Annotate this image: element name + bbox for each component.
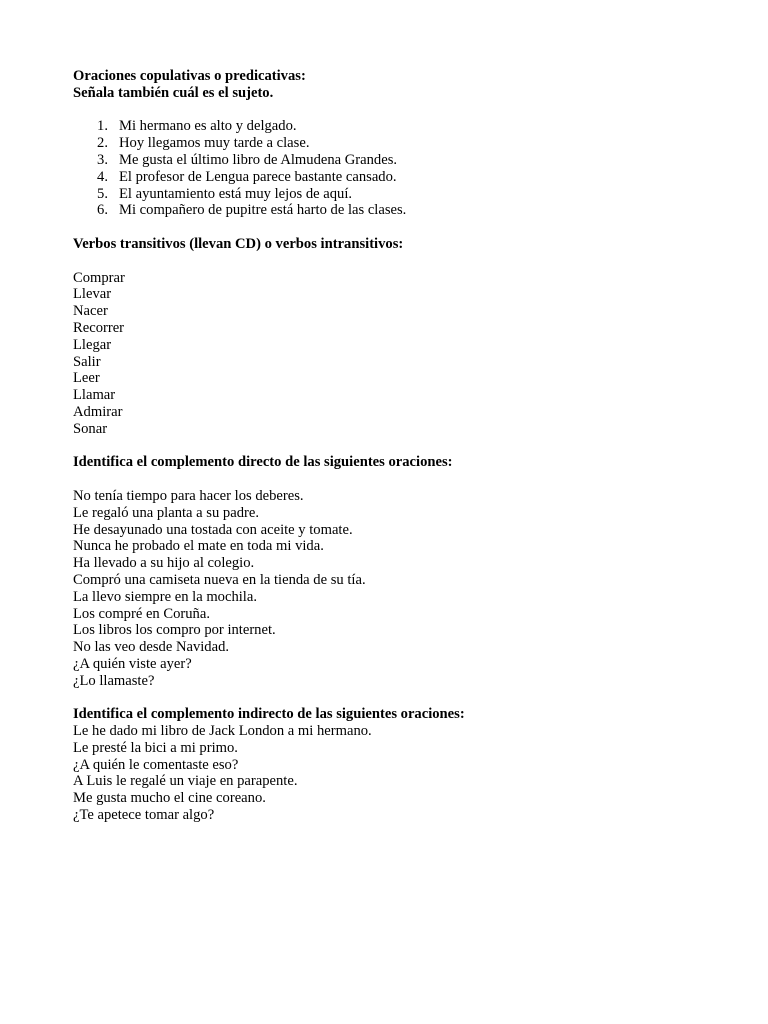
sentence-item: No tenía tiempo para hacer los deberes. xyxy=(73,487,304,504)
sentence-item: Los compré en Coruña. xyxy=(73,605,210,622)
list-number: 4. xyxy=(97,168,108,185)
list-item-text: El ayuntamiento está muy lejos de aquí. xyxy=(119,185,353,202)
sentence-item: ¿Te apetece tomar algo? xyxy=(73,807,215,824)
list-item xyxy=(73,118,713,135)
spacer xyxy=(73,438,713,455)
list-item xyxy=(73,186,713,203)
document-body xyxy=(73,68,713,824)
sentence-item: La llevo siempre en la mochila. xyxy=(73,588,257,605)
verb-item: Salir xyxy=(73,353,101,370)
spacer xyxy=(73,253,713,270)
list-number: 3. xyxy=(97,151,108,168)
sentence-item: Los libros los compro por internet. xyxy=(73,622,276,639)
sentence-item: ¿A quién viste ayer? xyxy=(73,655,192,672)
section-heading-copulativas: Oraciones copulativas o predicativas: xyxy=(73,68,306,84)
sentence-item: ¿A quién le comentaste eso? xyxy=(73,756,239,773)
verb-item: Llegar xyxy=(73,336,112,353)
list-item-text: Me gusta el último libro de Almudena Grandes. xyxy=(119,151,398,168)
list-item xyxy=(73,202,713,219)
verb-item: Comprar xyxy=(73,269,125,286)
verb-item: Leer xyxy=(73,370,100,387)
verb-item: Nacer xyxy=(73,303,108,320)
list-item xyxy=(73,152,713,169)
sentence-item: A Luis le regalé un viaje en parapente. xyxy=(73,773,298,790)
spacer xyxy=(73,471,713,488)
verb-item: Admirar xyxy=(73,403,123,420)
sentence-item: He desayunado una tostada con aceite y tomate. xyxy=(73,521,353,538)
list-number: 6. xyxy=(97,202,108,219)
spacer xyxy=(73,689,713,706)
section-heading-cd: Identifica el complemento directo de las siguientes oraciones: xyxy=(73,454,453,471)
sentence-item: Nunca he probado el mate en toda mi vida. xyxy=(73,538,324,555)
list-item-text: Mi compañero de pupitre está harto de las clases. xyxy=(119,202,407,219)
verb-item: Sonar xyxy=(73,420,108,437)
list-item-text: El profesor de Lengua parece bastante cansado. xyxy=(119,168,397,185)
list-number: 1. xyxy=(97,118,108,135)
verb-item: Llamar xyxy=(73,387,116,404)
verb-item: Recorrer xyxy=(73,319,125,336)
sentence-item: Le regaló una planta a su padre. xyxy=(73,504,259,521)
list-number: 5. xyxy=(97,185,108,202)
sentence-item: Compró una camiseta nueva en la tienda de su tía. xyxy=(73,571,366,588)
sentence-item: Me gusta mucho el cine coreano. xyxy=(73,790,266,807)
sentence-item: Le he dado mi libro de Jack London a mi hermano. xyxy=(73,723,372,740)
sentence-item: No las veo desde Navidad. xyxy=(73,639,230,656)
verb-item: Llevar xyxy=(73,286,112,303)
sentence-item: Ha llevado a su hijo al colegio. xyxy=(73,555,255,572)
list-number: 2. xyxy=(97,135,108,152)
list-item-text: Hoy llegamos muy tarde a clase. xyxy=(119,135,310,152)
list-item xyxy=(73,169,713,186)
section-heading-ci: Identifica el complemento indirecto de las siguientes oraciones: xyxy=(73,706,465,723)
sentence-item: Le presté la bici a mi primo. xyxy=(73,739,238,756)
sentence-item: ¿Lo llamaste? xyxy=(73,672,155,689)
copulativas-list xyxy=(73,118,713,219)
section-subheading-sujeto: Señala también cuál es el sujeto. xyxy=(73,84,274,101)
list-item-text: Mi hermano es alto y delgado. xyxy=(119,118,297,135)
section-heading-verbos: Verbos transitivos (llevan CD) o verbos intransitivos: xyxy=(73,235,404,252)
list-item xyxy=(73,135,713,152)
